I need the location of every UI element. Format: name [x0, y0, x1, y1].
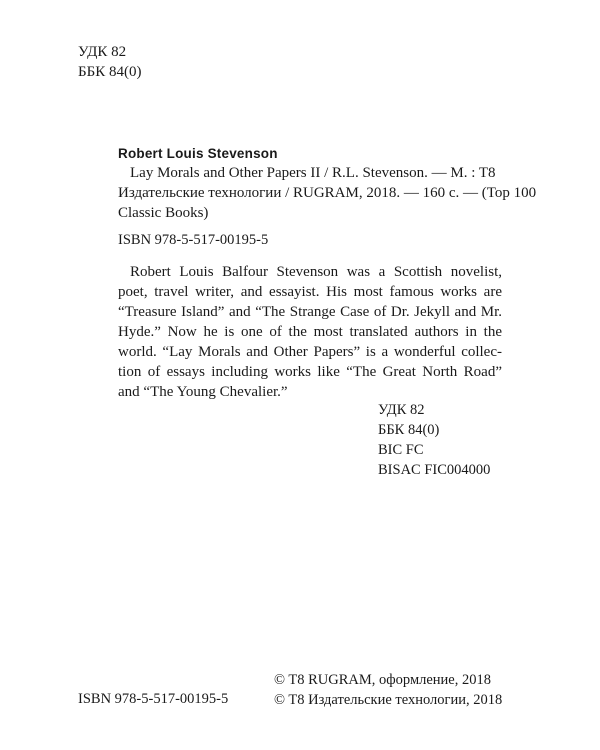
bbk-code: ББК 84(0)	[378, 422, 440, 438]
description-line: and “The Young Chevalier.”	[118, 384, 288, 400]
bisac-code: BISAC FIC004000	[378, 462, 491, 478]
bic-code: BIC FC	[378, 442, 424, 458]
copyright-notice	[274, 670, 502, 710]
biblio-line-1: Lay Morals and Other Papers II / R.L. Stevenson. — M. : T8	[130, 165, 496, 181]
udk-code: УДК 82	[378, 402, 425, 418]
bibliographic-record	[118, 163, 537, 223]
bbk-code: ББК 84(0)	[78, 64, 142, 80]
classification-codes	[378, 400, 490, 480]
book-description	[118, 262, 502, 402]
copyright-line-1: © T8 RUGRAM, оформление, 2018	[274, 672, 491, 688]
description-line: Robert Louis Balfour Stevenson was a Scottish novelist,	[130, 264, 502, 280]
udk-code: УДК 82	[78, 44, 127, 60]
description-line: tion of essays including works like “The Great North Road”	[118, 364, 502, 380]
description-line: poet, travel writer, and essayist. His most famous works are	[118, 284, 502, 300]
description-line: “Treasure Island” and “The Strange Case of Dr. Jekyll and Mr.	[118, 304, 502, 320]
copyright-line-2: © T8 Издательские технологии, 2018	[274, 692, 503, 708]
bottom-isbn: ISBN 978-5-517-00195-5	[78, 691, 229, 707]
biblio-line-3: Classic Books)	[118, 205, 209, 221]
description-line: Hyde.” Now he is one of the most translated authors in the	[118, 324, 502, 340]
description-line: world. “Lay Morals and Other Papers” is a wonderful collec-	[118, 344, 502, 360]
isbn-number: ISBN 978-5-517-00195-5	[118, 232, 269, 248]
top-classification-codes	[78, 42, 141, 82]
author-name: Robert Louis Stevenson	[118, 146, 278, 161]
biblio-line-2: Издательские технологии / RUGRAM, 2018. — 160 с. — (Top 100	[118, 185, 537, 201]
